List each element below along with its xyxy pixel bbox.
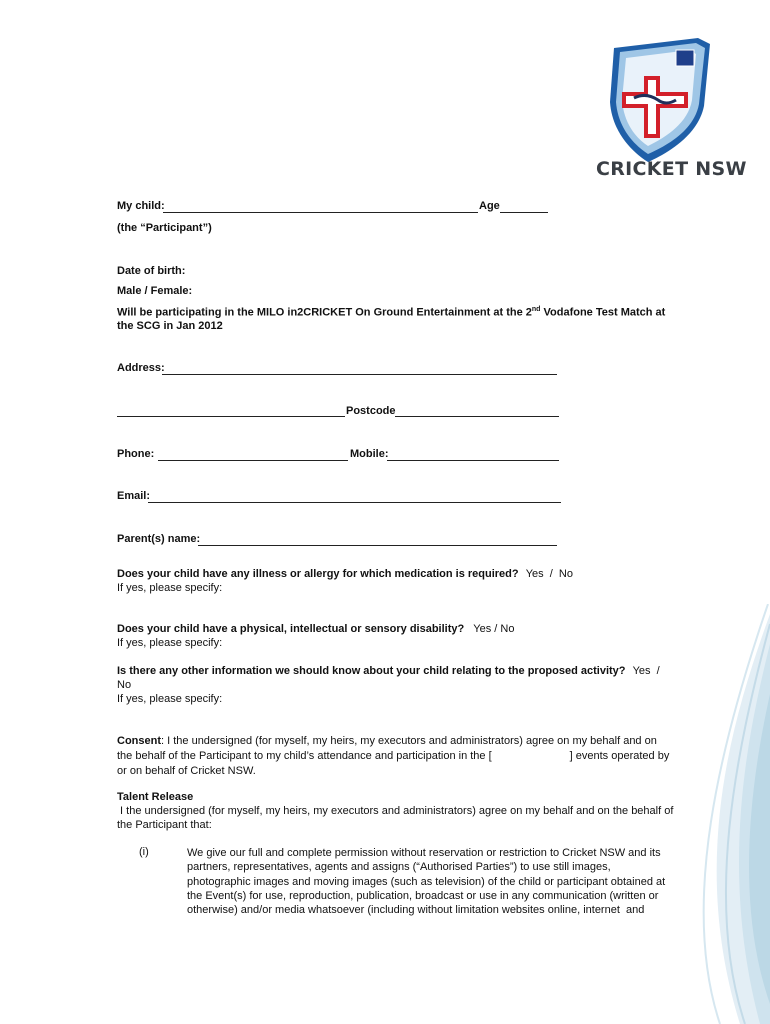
consent-text2b: ] events operated by [569, 750, 670, 762]
question-disability-text: Does your child have a physical, intellectual or sensory disability? [117, 623, 465, 635]
age-field[interactable] [500, 212, 548, 213]
consent-line1 [117, 734, 677, 749]
postcode-label: Postcode [346, 405, 396, 417]
consent-heading: Consent [117, 735, 161, 747]
talent-item-line: partners, representatives, agents and assigns (“Authorised Parties”) to use still images, [187, 861, 611, 874]
question-other-options-a[interactable]: Yes / [632, 665, 660, 677]
address-line2-field[interactable] [117, 416, 345, 417]
talent-item-line: the Event(s) for use, reproduction, publication, broadcast or use in any communication (written or [187, 889, 659, 902]
event-text-a: Will be participating in the MILO in2CRICKET On Ground Entertainment at the 2 [117, 306, 532, 319]
parent-name-field[interactable] [198, 545, 557, 546]
participant-note: (the “Participant”) [117, 222, 212, 234]
my-child-field[interactable] [163, 212, 478, 213]
parent-name-label: Parent(s) name: [117, 533, 201, 545]
phone-field[interactable] [158, 460, 348, 461]
question-other-info [117, 665, 660, 677]
question-disability-specify: If yes, please specify: [117, 637, 223, 649]
consent-line3: or on behalf of Cricket NSW. [117, 765, 256, 777]
question-illness-text: Does your child have any illness or allergy for which medication is required? [117, 568, 519, 580]
question-illness-specify: If yes, please specify: [117, 582, 223, 594]
consent-paragraph [117, 734, 677, 779]
talent-release-heading: Talent Release [117, 791, 194, 803]
my-child-label: My child: [117, 200, 165, 212]
address-field[interactable] [162, 374, 557, 375]
consent-line2 [117, 749, 677, 764]
question-other-text: Is there any other information we should know about your child relating to the proposed activity? [117, 665, 626, 677]
talent-item-number: (i) [139, 846, 149, 858]
cricket-nsw-logo [596, 36, 747, 180]
talent-item-line: We give our full and complete permission without reservation or restriction to Cricket NSW and its [187, 847, 661, 859]
question-illness [117, 568, 573, 580]
age-label: Age [479, 200, 500, 212]
email-field[interactable] [148, 502, 561, 503]
dob-label: Date of birth: [117, 265, 186, 277]
gender-label: Male / Female: [117, 285, 193, 297]
question-disability [117, 623, 514, 635]
brand-name: CRICKET NSW [596, 158, 747, 180]
question-illness-options[interactable]: Yes / No [525, 568, 573, 580]
talent-item-text [187, 846, 665, 917]
phone-label: Phone: [117, 448, 155, 460]
postcode-field[interactable] [395, 416, 559, 417]
mobile-field[interactable] [387, 460, 559, 461]
email-label: Email: [117, 490, 151, 502]
question-disability-options[interactable]: Yes / No [473, 623, 515, 635]
event-description-line2: the SCG in Jan 2012 [117, 320, 223, 332]
talent-item-line: otherwise) and/or media whatsoever (including without limitation websites online, internet and [187, 904, 645, 917]
question-other-specify: If yes, please specify: [117, 693, 223, 705]
consent-text1: : I the undersigned (for myself, my heirs, my executors and administrators) agree on my behalf and on [161, 735, 657, 747]
consent-text2a: the behalf of the Participant to my child’s attendance and participation in the [ [117, 750, 492, 762]
event-text-sup: nd [531, 306, 541, 313]
talent-release-line1: I the undersigned (for myself, my heirs, my executors and administrators) agree on my behalf and on the behalf of [117, 805, 674, 817]
address-label: Address: [117, 362, 165, 374]
talent-release-line2: the Participant that: [117, 819, 212, 831]
question-other-options-b[interactable]: No [117, 679, 132, 691]
event-text-b: Vodafone Test Match at [540, 306, 666, 319]
talent-item-line: photographic images and moving images (such as television) of the child or participant obtained at [187, 875, 666, 888]
shield-icon [606, 36, 716, 164]
mobile-label: Mobile: [350, 448, 389, 460]
event-description [117, 306, 665, 319]
